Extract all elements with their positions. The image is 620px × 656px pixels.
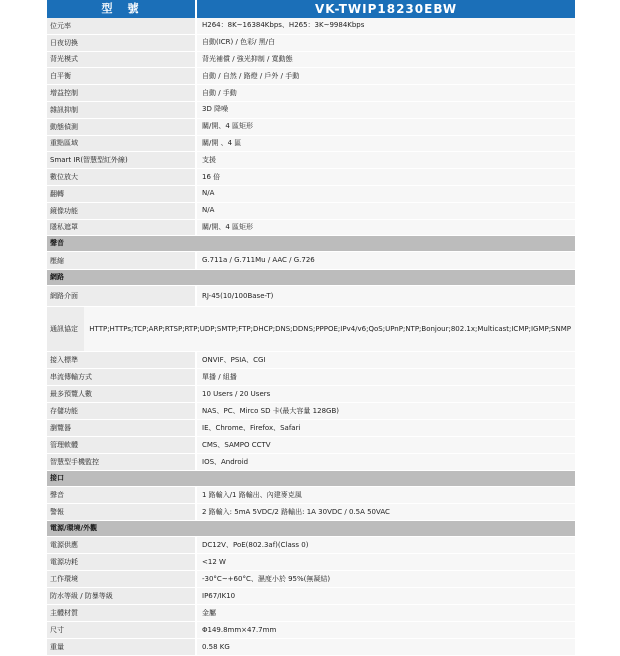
table-row <box>47 504 575 521</box>
spec-label: 存儲功能 <box>47 403 195 419</box>
spec-label: 防水等級 / 防暴等級 <box>47 588 195 604</box>
spec-value: IP67/IK10 <box>197 588 575 604</box>
spec-value: 關/開 、4 區 <box>197 136 575 152</box>
spec-value: 16 倍 <box>197 169 575 185</box>
spec-value: RJ-45(10/100Base-T) <box>197 286 575 306</box>
spec-label: 增益控制 <box>47 85 195 101</box>
spec-value: 0.58 KG <box>197 639 575 655</box>
spec-label: 工作環境 <box>47 571 195 587</box>
spec-value: 支援 <box>197 152 575 168</box>
spec-value: IE、Chrome、Firefox、Safari <box>197 420 575 436</box>
spec-value: 關/開、4 區矩形 <box>197 119 575 135</box>
section-header: 接口 <box>47 471 575 487</box>
spec-value: H264：8K~16384Kbps、H265：3K~9984Kbps <box>197 18 575 34</box>
spec-value: NAS、PC、Mirco SD 卡(最大容量 128GB) <box>197 403 575 419</box>
spec-value: -30°C~+60°C、濕度小於 95%(無凝結) <box>197 571 575 587</box>
table-row <box>47 152 575 169</box>
spec-value: Φ149.8mm×47.7mm <box>197 622 575 638</box>
table-row <box>47 252 575 270</box>
spec-label: 日夜切換 <box>47 35 195 51</box>
table-row <box>47 186 575 203</box>
spec-value: N/A <box>197 203 575 219</box>
table-row <box>47 85 575 102</box>
table-row <box>47 102 575 119</box>
spec-value: 3D 降噪 <box>197 102 575 118</box>
spec-value: DC12V、PoE(802.3af)(Class 0) <box>197 537 575 553</box>
table-row <box>47 352 575 369</box>
spec-value: HTTP;HTTPs;TCP;ARP;RTSP;RTP;UDP;SMTP;FTP;DHCP;DNS;DDNS;PPPOE;IPv4/v6;QoS;UPnP;NTP;Bonjour;802.1x;Multicast;ICMP;IGMP;SNMP <box>84 307 575 351</box>
spec-value: 10 Users / 20 Users <box>197 386 575 402</box>
table-row <box>47 119 575 136</box>
spec-value: ONVIF、PSIA、CGI <box>197 352 575 368</box>
table-row <box>47 639 575 656</box>
spec-label: 動態偵測 <box>47 119 195 135</box>
table-row <box>47 369 575 386</box>
table-row <box>47 220 575 237</box>
table-row <box>47 18 575 35</box>
table-row <box>47 571 575 588</box>
spec-value: 自動 / 自然 / 路燈 / 戶外 / 手動 <box>197 68 575 84</box>
spec-label: 重量 <box>47 639 195 655</box>
table-row <box>47 136 575 153</box>
spec-label: 翻轉 <box>47 186 195 202</box>
table-row <box>47 307 575 352</box>
spec-label: 重點區域 <box>47 136 195 152</box>
spec-value: 單播 / 組播 <box>197 369 575 385</box>
table-row <box>47 203 575 220</box>
spec-value: 關/開、4 區矩形 <box>197 220 575 236</box>
section-header: 聲音 <box>47 236 575 252</box>
spec-table <box>47 0 575 656</box>
table-body <box>47 18 575 656</box>
spec-value: 自動 / 手動 <box>197 85 575 101</box>
spec-label: 瀏覽器 <box>47 420 195 436</box>
table-row <box>47 437 575 454</box>
table-row <box>47 454 575 471</box>
spec-label: 電源功耗 <box>47 554 195 570</box>
table-row <box>47 169 575 186</box>
spec-value: G.711a / G.711Mu / AAC / G.726 <box>197 252 575 269</box>
spec-label: 位元率 <box>47 18 195 34</box>
spec-label: 聲音 <box>47 487 195 503</box>
table-row <box>47 52 575 69</box>
spec-label: 鏡像功能 <box>47 203 195 219</box>
spec-value: N/A <box>197 186 575 202</box>
spec-label: 接入標準 <box>47 352 195 368</box>
spec-label: 隱私遮罩 <box>47 220 195 236</box>
spec-value: 1 路輸入/1 路輸出、內建麥克風 <box>197 487 575 503</box>
table-row <box>47 487 575 504</box>
spec-label: 最多預覽人數 <box>47 386 195 402</box>
spec-label: 網路介面 <box>47 286 195 306</box>
section-header: 網路 <box>47 270 575 286</box>
spec-label: 雜訊抑制 <box>47 102 195 118</box>
spec-label: Smart IR(智慧型紅外線) <box>47 152 195 168</box>
spec-label: 管理軟體 <box>47 437 195 453</box>
table-row <box>47 622 575 639</box>
model-number: VK-TWIP18230EBW <box>197 0 575 18</box>
table-row <box>47 554 575 571</box>
spec-value: 金屬 <box>197 605 575 621</box>
table-row <box>47 35 575 52</box>
spec-value: <12 W <box>197 554 575 570</box>
spec-value: 背光補償 / 強光抑制 / 寬動態 <box>197 52 575 68</box>
spec-value: 自動(ICR) / 色彩/ 黑/白 <box>197 35 575 51</box>
spec-label: 主體材質 <box>47 605 195 621</box>
spec-label: 白平衡 <box>47 68 195 84</box>
spec-value: CMS、SAMPO CCTV <box>197 437 575 453</box>
spec-label: 電源供應 <box>47 537 195 553</box>
table-header <box>47 0 575 18</box>
spec-label: 背光模式 <box>47 52 195 68</box>
table-row <box>47 537 575 554</box>
spec-label: 數位放大 <box>47 169 195 185</box>
model-label: 型 號 <box>47 0 195 18</box>
spec-value: IOS、Android <box>197 454 575 470</box>
section-header: 電源/環境/外觀 <box>47 521 575 537</box>
spec-label: 警報 <box>47 504 195 520</box>
table-row <box>47 420 575 437</box>
spec-value: 2 路輸入: 5mA 5VDC/2 路輸出: 1A 30VDC / 0.5A 50VAC <box>197 504 575 520</box>
table-row <box>47 286 575 307</box>
spec-label: 尺寸 <box>47 622 195 638</box>
spec-label: 串流傳輸方式 <box>47 369 195 385</box>
spec-label: 壓縮 <box>47 252 195 269</box>
table-row <box>47 68 575 85</box>
spec-label: 通訊協定 <box>47 307 84 351</box>
spec-label: 智慧型手機監控 <box>47 454 195 470</box>
table-row <box>47 588 575 605</box>
table-row <box>47 386 575 403</box>
table-row <box>47 403 575 420</box>
